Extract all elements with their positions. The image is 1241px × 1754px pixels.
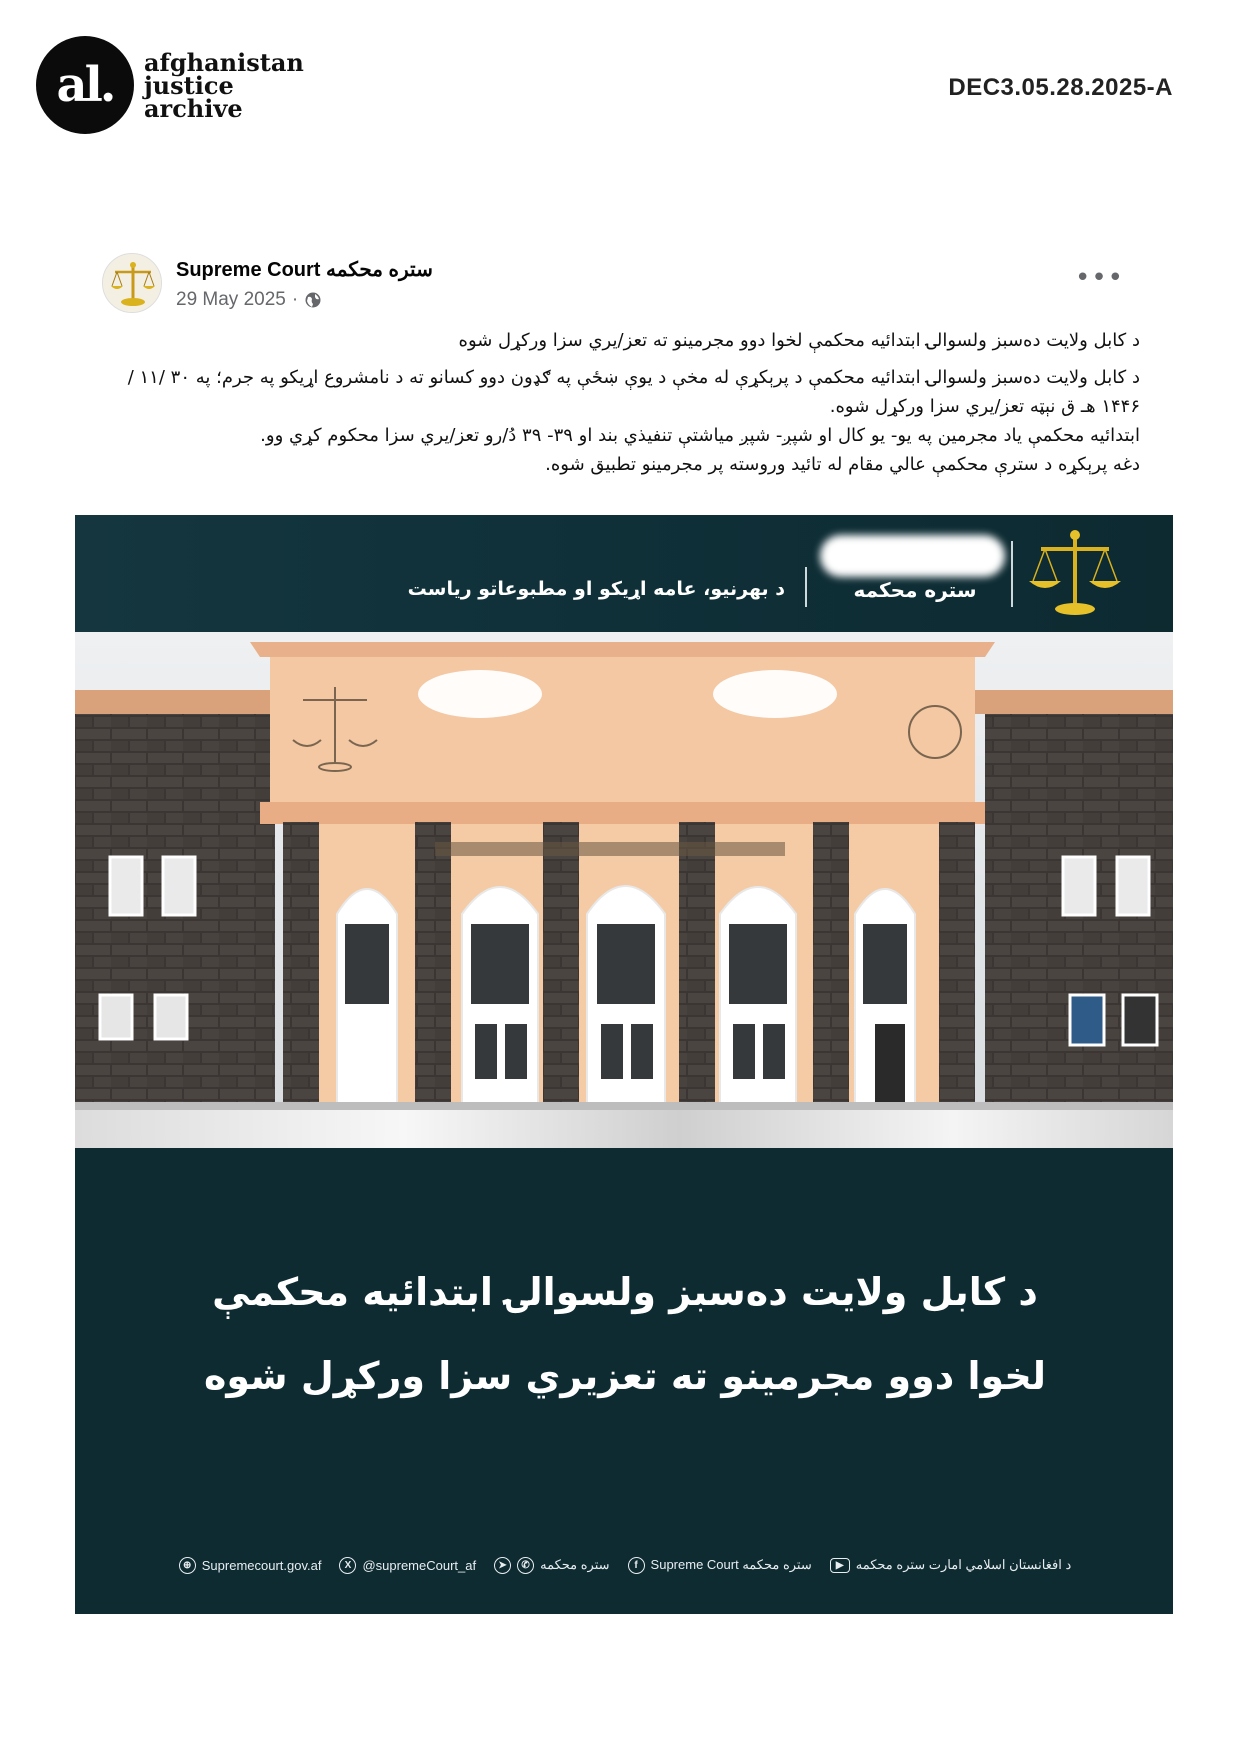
archive-logo-line-2: justice [144, 70, 234, 100]
footer-website [179, 1557, 322, 1574]
meta-separator: · [291, 289, 299, 310]
header-department: د بهرنیو، عامه اړیکو او مطبوعاتو ریاست [407, 578, 785, 600]
post-date[interactable]: 29 May 2025 [176, 289, 286, 310]
post-image[interactable] [75, 515, 1173, 1614]
footer-website-text: Supremecourt.gov.af [201, 1557, 322, 1573]
scales-of-justice-icon [1025, 523, 1125, 623]
globe-icon [304, 291, 322, 309]
telegram-icon: ➤ [494, 1557, 511, 1574]
graphic-title [135, 1250, 1115, 1418]
graphic-title-line-2: لخوا دوو مجرمینو ته تعزیري سزا ورکړل شوه [203, 1354, 1047, 1398]
footer-facebook-text: Supreme Court ستره محکمه [650, 1557, 812, 1572]
footer-x-text: @supremeCourt_af [362, 1557, 477, 1573]
post-text [74, 326, 1168, 479]
court-building-photo [75, 632, 1173, 1110]
post-body-line-2: ابتدائیه محکمې یاد مجرمین په یو- یو کال او شپږ- شپږ میاشتې تنفیذي بند او ۳۹- ۳۹ دُ/رو تعز/يري سزا محکوم کړي وو. [260, 425, 1140, 446]
graphic-title-line-1: د کابل ولایت ده‌سبز ولسوالۍ ابتدائیه محکمې [212, 1270, 1038, 1314]
whatsapp-icon: ✆ [517, 1557, 534, 1574]
footer-youtube-text: د افغانستان اسلامي امارت ستره محکمه [855, 1557, 1072, 1572]
youtube-icon: ▶ [830, 1558, 850, 1573]
archive-logo-mark: al. [36, 36, 134, 134]
archive-logo-text [144, 47, 304, 123]
post-body-line-3: دغه پرېکړه د سترې محکمې عالي مقام له تائید وروسته پر مجرمینو تطبیق شوه. [545, 454, 1140, 475]
facebook-icon: f [628, 1557, 645, 1574]
web-icon: ⊕ [179, 1557, 196, 1574]
archive-logo-line-1: afghanistan [144, 47, 304, 77]
graphic-header [75, 515, 1173, 632]
footer-messengers [494, 1557, 609, 1574]
more-options-button[interactable]: ••• [1074, 263, 1124, 293]
post-title: د کابل ولایت ده‌سبز ولسوالۍ ابتدائیه محکمې لخوا دوو مجرمینو ته تعز/يري سزا ورکړل شوه [458, 330, 1140, 351]
footer-facebook [628, 1557, 812, 1574]
archive-logo-line-3: archive [144, 93, 243, 123]
document-id: DEC3.05.28.2025-A [948, 74, 1173, 101]
post-header [74, 245, 1168, 320]
redacted-blur [820, 535, 1005, 577]
archive-logo [36, 36, 304, 134]
graphic-footer [135, 1550, 1115, 1580]
post-meta [176, 289, 322, 311]
scales-icon [103, 254, 162, 313]
footer-youtube [830, 1557, 1071, 1573]
page-avatar[interactable] [102, 253, 162, 313]
silver-divider-band [75, 1110, 1173, 1148]
x-icon: X [339, 1557, 356, 1574]
facebook-post [74, 245, 1168, 479]
footer-messengers-text: ستره محکمه [540, 1557, 610, 1572]
post-body-line-1: د کابل ولایت ده‌سبز ولسوالۍ ابتدائیه محکمې د پرېکړې له مخې د یوې ښځې په ګډون دوو کسانو ته د نامشروع اړیکو په جرم؛ په ۳۰ /۱۱ /۱۴۴۶ هـ ق نېټه تعز/يري سزا ورکړل شوه. [127, 367, 1140, 417]
header-divider [1011, 541, 1013, 607]
header-court-name: ستره محکمه [853, 578, 977, 602]
footer-x [339, 1557, 476, 1574]
header-divider [805, 567, 807, 607]
page-name[interactable]: Supreme Court ستره محکمه [176, 259, 433, 281]
